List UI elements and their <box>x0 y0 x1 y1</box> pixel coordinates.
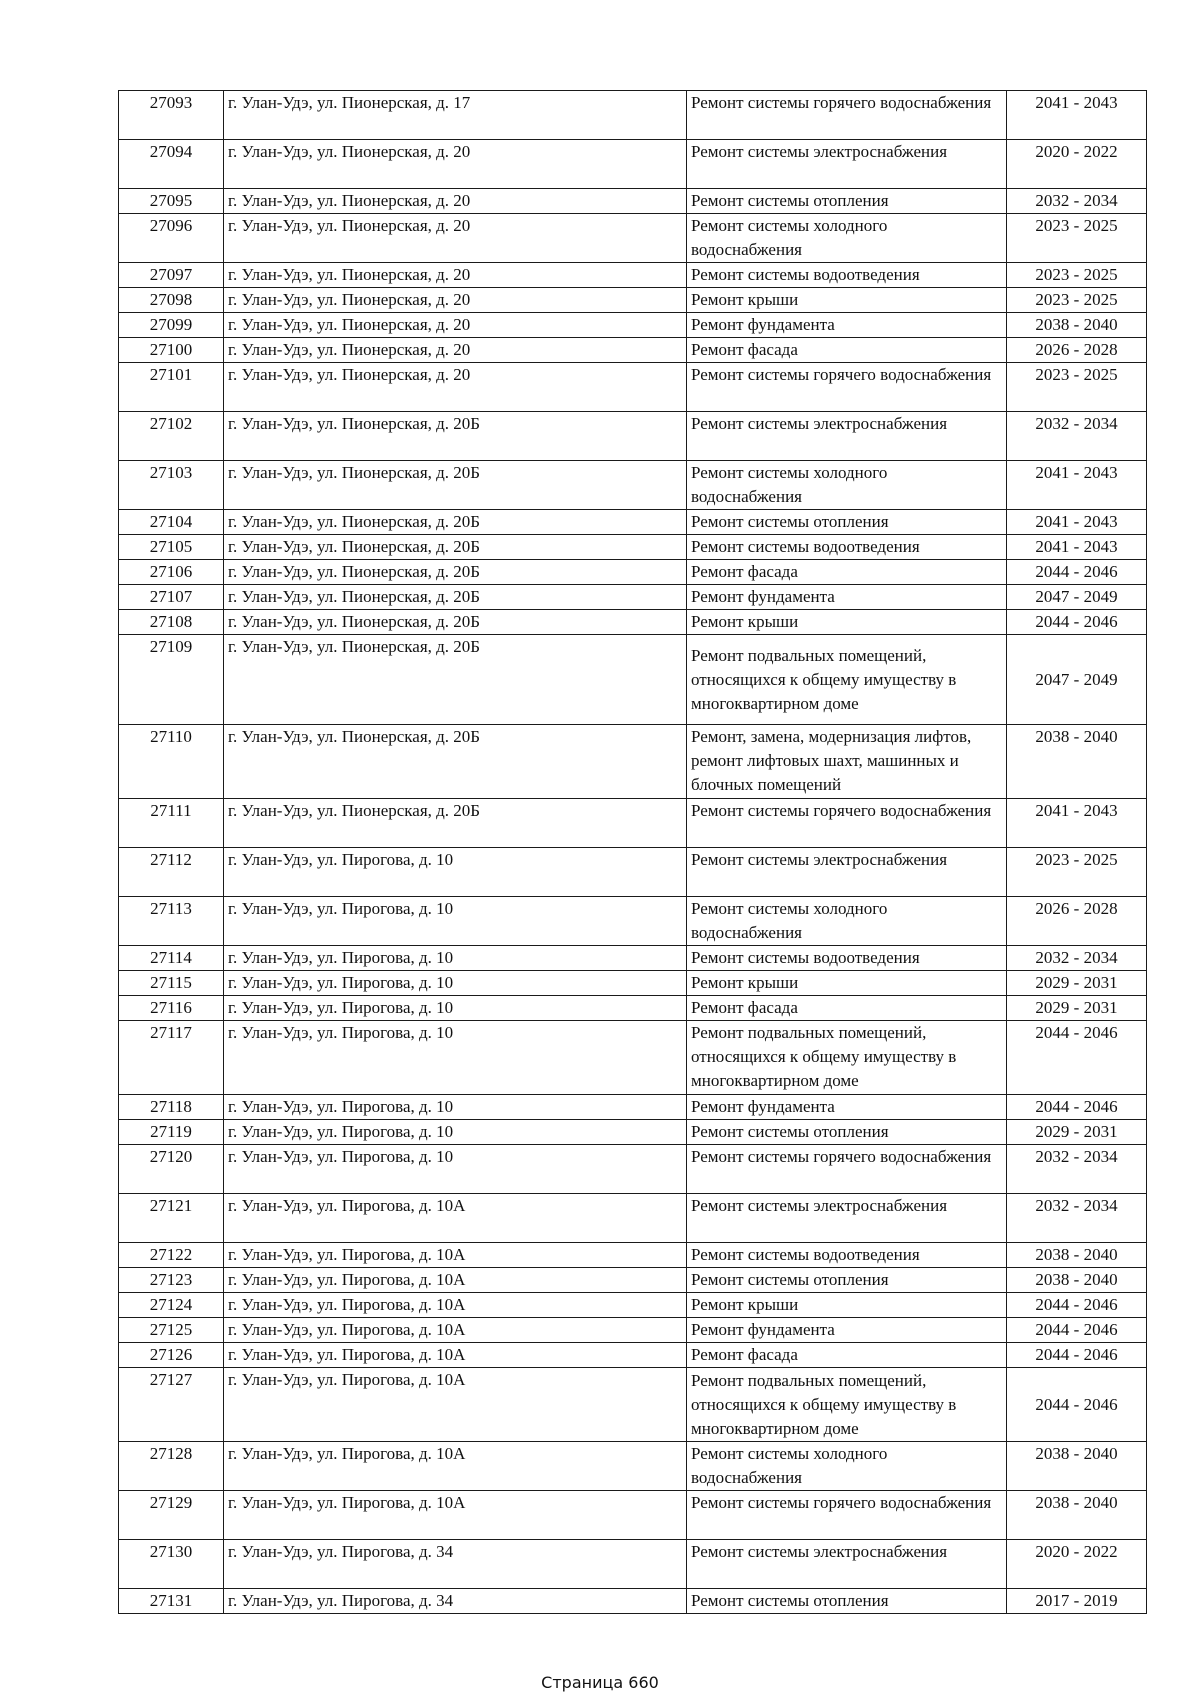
table-row <box>119 1194 1147 1243</box>
row-number: 27120 <box>119 1145 224 1194</box>
table-row <box>119 1589 1147 1614</box>
row-work-type: Ремонт, замена, модернизация лифтов, ремонт лифтовых шахт, машинных и блочных помещений <box>687 725 1007 799</box>
row-address: г. Улан-Удэ, ул. Пирогова, д. 10 <box>224 1120 687 1145</box>
row-number: 27102 <box>119 412 224 461</box>
table-row <box>119 946 1147 971</box>
row-number: 27124 <box>119 1293 224 1318</box>
row-work-type: Ремонт фасада <box>687 996 1007 1021</box>
row-period: 2029 - 2031 <box>1007 971 1147 996</box>
row-period: 2041 - 2043 <box>1007 799 1147 848</box>
table-row <box>119 1318 1147 1343</box>
table-row <box>119 799 1147 848</box>
row-number: 27104 <box>119 510 224 535</box>
page-number: Страница 660 <box>541 1673 659 1692</box>
row-work-type: Ремонт системы электроснабжения <box>687 1540 1007 1589</box>
row-period: 2026 - 2028 <box>1007 338 1147 363</box>
table-row <box>119 560 1147 585</box>
row-address: г. Улан-Удэ, ул. Пионерская, д. 20 <box>224 313 687 338</box>
row-address: г. Улан-Удэ, ул. Пирогова, д. 10А <box>224 1194 687 1243</box>
row-work-type: Ремонт системы отопления <box>687 1589 1007 1614</box>
row-address: г. Улан-Удэ, ул. Пирогова, д. 10А <box>224 1343 687 1368</box>
table-row <box>119 140 1147 189</box>
row-address: г. Улан-Удэ, ул. Пирогова, д. 34 <box>224 1540 687 1589</box>
row-number: 27095 <box>119 189 224 214</box>
row-address: г. Улан-Удэ, ул. Пирогова, д. 10 <box>224 946 687 971</box>
row-work-type: Ремонт системы горячего водоснабжения <box>687 1491 1007 1540</box>
row-work-type: Ремонт фасада <box>687 338 1007 363</box>
row-period: 2044 - 2046 <box>1007 610 1147 635</box>
row-address: г. Улан-Удэ, ул. Пионерская, д. 20Б <box>224 461 687 510</box>
row-period: 2032 - 2034 <box>1007 946 1147 971</box>
row-period: 2023 - 2025 <box>1007 363 1147 412</box>
table-row <box>119 1243 1147 1268</box>
row-work-type: Ремонт системы отопления <box>687 1120 1007 1145</box>
row-address: г. Улан-Удэ, ул. Пионерская, д. 20Б <box>224 610 687 635</box>
table-row <box>119 996 1147 1021</box>
row-work-type: Ремонт фундамента <box>687 585 1007 610</box>
row-address: г. Улан-Удэ, ул. Пионерская, д. 20Б <box>224 799 687 848</box>
row-period: 2041 - 2043 <box>1007 535 1147 560</box>
row-work-type: Ремонт системы горячего водоснабжения <box>687 1145 1007 1194</box>
row-work-type: Ремонт фундамента <box>687 1095 1007 1120</box>
table-row <box>119 1442 1147 1491</box>
row-number: 27105 <box>119 535 224 560</box>
row-period: 2041 - 2043 <box>1007 461 1147 510</box>
row-period: 2038 - 2040 <box>1007 313 1147 338</box>
row-address: г. Улан-Удэ, ул. Пионерская, д. 20 <box>224 140 687 189</box>
row-number: 27125 <box>119 1318 224 1343</box>
table-row <box>119 1293 1147 1318</box>
row-address: г. Улан-Удэ, ул. Пионерская, д. 17 <box>224 91 687 140</box>
row-number: 27093 <box>119 91 224 140</box>
row-work-type: Ремонт системы электроснабжения <box>687 412 1007 461</box>
row-period: 2044 - 2046 <box>1007 1021 1147 1095</box>
row-address: г. Улан-Удэ, ул. Пионерская, д. 20Б <box>224 510 687 535</box>
row-work-type: Ремонт системы холодного водоснабжения <box>687 897 1007 946</box>
row-work-type: Ремонт крыши <box>687 610 1007 635</box>
row-work-type: Ремонт крыши <box>687 971 1007 996</box>
row-work-type: Ремонт крыши <box>687 288 1007 313</box>
table-row <box>119 897 1147 946</box>
row-work-type: Ремонт системы холодного водоснабжения <box>687 1442 1007 1491</box>
row-period: 2020 - 2022 <box>1007 140 1147 189</box>
row-period: 2038 - 2040 <box>1007 1491 1147 1540</box>
row-number: 27130 <box>119 1540 224 1589</box>
row-number: 27094 <box>119 140 224 189</box>
table-row <box>119 412 1147 461</box>
row-period: 2044 - 2046 <box>1007 1318 1147 1343</box>
row-number: 27100 <box>119 338 224 363</box>
row-number: 27111 <box>119 799 224 848</box>
row-work-type: Ремонт фундамента <box>687 1318 1007 1343</box>
table-row <box>119 91 1147 140</box>
row-work-type: Ремонт подвальных помещений, относящихся к общему имуществу в многоквартирном доме <box>687 1368 1007 1442</box>
row-address: г. Улан-Удэ, ул. Пионерская, д. 20Б <box>224 585 687 610</box>
row-address: г. Улан-Удэ, ул. Пирогова, д. 10 <box>224 1095 687 1120</box>
row-number: 27127 <box>119 1368 224 1442</box>
table-row <box>119 461 1147 510</box>
row-period: 2038 - 2040 <box>1007 725 1147 799</box>
row-work-type: Ремонт системы холодного водоснабжения <box>687 214 1007 263</box>
table-row <box>119 189 1147 214</box>
table-row <box>119 610 1147 635</box>
table-row <box>119 1120 1147 1145</box>
row-work-type: Ремонт подвальных помещений, относящихся к общему имуществу в многоквартирном доме <box>687 635 1007 725</box>
row-address: г. Улан-Удэ, ул. Пирогова, д. 10А <box>224 1491 687 1540</box>
row-period: 2044 - 2046 <box>1007 1293 1147 1318</box>
row-period: 2032 - 2034 <box>1007 412 1147 461</box>
row-period: 2041 - 2043 <box>1007 91 1147 140</box>
row-period: 2029 - 2031 <box>1007 996 1147 1021</box>
row-period: 2044 - 2046 <box>1007 1343 1147 1368</box>
row-address: г. Улан-Удэ, ул. Пирогова, д. 34 <box>224 1589 687 1614</box>
row-period: 2038 - 2040 <box>1007 1243 1147 1268</box>
row-number: 27101 <box>119 363 224 412</box>
row-work-type: Ремонт системы водоотведения <box>687 535 1007 560</box>
row-period: 2047 - 2049 <box>1007 585 1147 610</box>
row-address: г. Улан-Удэ, ул. Пионерская, д. 20Б <box>224 412 687 461</box>
row-address: г. Улан-Удэ, ул. Пирогова, д. 10А <box>224 1318 687 1343</box>
row-number: 27098 <box>119 288 224 313</box>
row-address: г. Улан-Удэ, ул. Пирогова, д. 10А <box>224 1293 687 1318</box>
row-address: г. Улан-Удэ, ул. Пирогова, д. 10А <box>224 1243 687 1268</box>
row-period: 2044 - 2046 <box>1007 1095 1147 1120</box>
row-work-type: Ремонт системы водоотведения <box>687 263 1007 288</box>
row-work-type: Ремонт системы водоотведения <box>687 946 1007 971</box>
row-period: 2023 - 2025 <box>1007 263 1147 288</box>
table-row <box>119 263 1147 288</box>
table-row <box>119 313 1147 338</box>
table-row <box>119 1021 1147 1095</box>
row-number: 27121 <box>119 1194 224 1243</box>
table-row <box>119 585 1147 610</box>
row-work-type: Ремонт фасада <box>687 560 1007 585</box>
row-work-type: Ремонт системы отопления <box>687 1268 1007 1293</box>
row-number: 27115 <box>119 971 224 996</box>
row-address: г. Улан-Удэ, ул. Пионерская, д. 20 <box>224 288 687 313</box>
row-work-type: Ремонт системы электроснабжения <box>687 848 1007 897</box>
row-work-type: Ремонт системы горячего водоснабжения <box>687 91 1007 140</box>
row-address: г. Улан-Удэ, ул. Пирогова, д. 10А <box>224 1368 687 1442</box>
table-row <box>119 363 1147 412</box>
row-address: г. Улан-Удэ, ул. Пирогова, д. 10 <box>224 848 687 897</box>
row-number: 27107 <box>119 585 224 610</box>
row-address: г. Улан-Удэ, ул. Пирогова, д. 10 <box>224 996 687 1021</box>
row-address: г. Улан-Удэ, ул. Пионерская, д. 20Б <box>224 725 687 799</box>
row-work-type: Ремонт системы водоотведения <box>687 1243 1007 1268</box>
row-period: 2047 - 2049 <box>1007 635 1147 725</box>
row-number: 27112 <box>119 848 224 897</box>
table-row <box>119 535 1147 560</box>
table-row <box>119 288 1147 313</box>
row-address: г. Улан-Удэ, ул. Пионерская, д. 20 <box>224 363 687 412</box>
row-address: г. Улан-Удэ, ул. Пирогова, д. 10 <box>224 897 687 946</box>
row-work-type: Ремонт системы отопления <box>687 510 1007 535</box>
table-row <box>119 1343 1147 1368</box>
row-period: 2032 - 2034 <box>1007 189 1147 214</box>
table-row <box>119 214 1147 263</box>
row-address: г. Улан-Удэ, ул. Пирогова, д. 10 <box>224 971 687 996</box>
row-period: 2026 - 2028 <box>1007 897 1147 946</box>
table-row <box>119 338 1147 363</box>
row-number: 27103 <box>119 461 224 510</box>
row-number: 27108 <box>119 610 224 635</box>
row-period: 2038 - 2040 <box>1007 1442 1147 1491</box>
row-work-type: Ремонт системы холодного водоснабжения <box>687 461 1007 510</box>
capital-repair-table <box>118 90 1147 1614</box>
row-period: 2023 - 2025 <box>1007 848 1147 897</box>
row-address: г. Улан-Удэ, ул. Пионерская, д. 20 <box>224 189 687 214</box>
row-number: 27117 <box>119 1021 224 1095</box>
row-period: 2044 - 2046 <box>1007 560 1147 585</box>
row-work-type: Ремонт фасада <box>687 1343 1007 1368</box>
row-address: г. Улан-Удэ, ул. Пионерская, д. 20Б <box>224 535 687 560</box>
row-address: г. Улан-Удэ, ул. Пионерская, д. 20Б <box>224 560 687 585</box>
row-address: г. Улан-Удэ, ул. Пионерская, д. 20 <box>224 338 687 363</box>
row-address: г. Улан-Удэ, ул. Пионерская, д. 20 <box>224 263 687 288</box>
row-number: 27116 <box>119 996 224 1021</box>
table-row <box>119 635 1147 725</box>
row-number: 27106 <box>119 560 224 585</box>
table-row <box>119 1145 1147 1194</box>
row-address: г. Улан-Удэ, ул. Пирогова, д. 10А <box>224 1442 687 1491</box>
table-row <box>119 510 1147 535</box>
row-number: 27131 <box>119 1589 224 1614</box>
row-period: 2023 - 2025 <box>1007 288 1147 313</box>
row-work-type: Ремонт подвальных помещений, относящихся к общему имуществу в многоквартирном доме <box>687 1021 1007 1095</box>
row-number: 27096 <box>119 214 224 263</box>
row-period: 2032 - 2034 <box>1007 1145 1147 1194</box>
row-number: 27123 <box>119 1268 224 1293</box>
table-row <box>119 1095 1147 1120</box>
row-number: 27129 <box>119 1491 224 1540</box>
row-number: 27126 <box>119 1343 224 1368</box>
row-period: 2017 - 2019 <box>1007 1589 1147 1614</box>
row-period: 2020 - 2022 <box>1007 1540 1147 1589</box>
row-number: 27113 <box>119 897 224 946</box>
table-row <box>119 1368 1147 1442</box>
row-work-type: Ремонт системы горячего водоснабжения <box>687 363 1007 412</box>
row-number: 27097 <box>119 263 224 288</box>
row-period: 2044 - 2046 <box>1007 1368 1147 1442</box>
row-period: 2029 - 2031 <box>1007 1120 1147 1145</box>
row-work-type: Ремонт системы горячего водоснабжения <box>687 799 1007 848</box>
row-work-type: Ремонт фундамента <box>687 313 1007 338</box>
row-address: г. Улан-Удэ, ул. Пирогова, д. 10А <box>224 1268 687 1293</box>
row-number: 27119 <box>119 1120 224 1145</box>
table-row <box>119 848 1147 897</box>
row-period: 2041 - 2043 <box>1007 510 1147 535</box>
row-work-type: Ремонт крыши <box>687 1293 1007 1318</box>
row-number: 27099 <box>119 313 224 338</box>
row-number: 27118 <box>119 1095 224 1120</box>
row-address: г. Улан-Удэ, ул. Пионерская, д. 20 <box>224 214 687 263</box>
table-row <box>119 971 1147 996</box>
table-row <box>119 1491 1147 1540</box>
row-address: г. Улан-Удэ, ул. Пирогова, д. 10 <box>224 1145 687 1194</box>
row-number: 27114 <box>119 946 224 971</box>
row-period: 2023 - 2025 <box>1007 214 1147 263</box>
table-body <box>119 91 1147 1614</box>
row-work-type: Ремонт системы электроснабжения <box>687 1194 1007 1243</box>
row-number: 27122 <box>119 1243 224 1268</box>
row-period: 2032 - 2034 <box>1007 1194 1147 1243</box>
row-number: 27109 <box>119 635 224 725</box>
table-row <box>119 725 1147 799</box>
row-work-type: Ремонт системы электроснабжения <box>687 140 1007 189</box>
row-address: г. Улан-Удэ, ул. Пирогова, д. 10 <box>224 1021 687 1095</box>
table-row <box>119 1268 1147 1293</box>
row-number: 27128 <box>119 1442 224 1491</box>
row-period: 2038 - 2040 <box>1007 1268 1147 1293</box>
row-number: 27110 <box>119 725 224 799</box>
table-row <box>119 1540 1147 1589</box>
row-work-type: Ремонт системы отопления <box>687 189 1007 214</box>
row-address: г. Улан-Удэ, ул. Пионерская, д. 20Б <box>224 635 687 725</box>
